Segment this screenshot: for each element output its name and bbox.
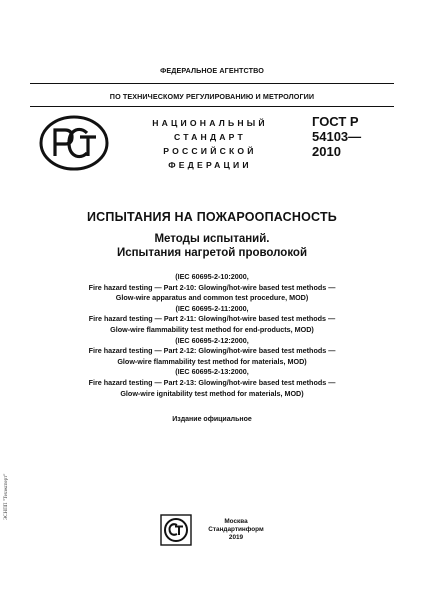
iec-line: (IEC 60695-2-13:2000, — [175, 367, 249, 377]
gost-number — [312, 114, 402, 159]
rst-emblem-logo — [38, 114, 110, 172]
iec-line: Glow-wire ignitability test method for materials, MOD) — [120, 388, 304, 398]
standard-line-2: СТАНДАРТ — [174, 132, 246, 142]
gost-line-1: ГОСТ Р — [312, 114, 359, 129]
standard-type-block — [140, 116, 280, 172]
iec-references — [20, 272, 404, 399]
document-subtitle — [0, 232, 424, 260]
iec-line: Fire hazard testing — Part 2-13: Glowing/hot-wire based test methods — — [88, 377, 336, 387]
iec-line: Fire hazard testing — Part 2-10: Glowing/hot-wire based test methods — — [88, 282, 336, 292]
iec-line: (IEC 60695-2-10:2000, — [175, 272, 249, 281]
edition-label: Издание официальное — [172, 416, 252, 423]
iec-line: Glow-wire flammability test method for materials, MOD) — [117, 356, 307, 366]
agency-line-2: ПО ТЕХНИЧЕСКОМУ РЕГУЛИРОВАНИЮ И МЕТРОЛОГИИ — [109, 92, 315, 101]
standard-line-3: РОССИЙСКОЙ — [163, 146, 257, 156]
publisher-city: Москва — [224, 518, 248, 525]
gost-line-3: 2010 — [312, 144, 341, 159]
header-rule-1 — [30, 83, 394, 84]
iec-line: Fire hazard testing — Part 2-11: Glowing/hot-wire based test methods — — [88, 314, 336, 324]
publisher-info — [196, 518, 276, 543]
standard-line-4: ФЕДЕРАЦИИ — [168, 160, 252, 170]
iec-line: Glow-wire flammability test method for end-products, MOD) — [110, 324, 314, 334]
publisher-logo — [160, 514, 192, 546]
publisher-name: Стандартинформ — [208, 526, 264, 534]
agency-line-1: ФЕДЕРАЛЬНОЕ АГЕНТСТВО — [160, 66, 264, 75]
subtitle-line-2: Испытания нагретой проволокой — [116, 247, 308, 259]
document-title: ИСПЫТАНИЯ НА ПОЖАРООПАСНОСТЬ — [86, 210, 337, 224]
standard-line-1: НАЦИОНАЛЬНЫЙ — [152, 118, 268, 128]
iec-line: (IEC 60695-2-11:2000, — [175, 303, 249, 313]
iec-line: Glow-wire apparatus and common test procedure, MOD) — [115, 293, 309, 303]
iec-line: Fire hazard testing — Part 2-12: Glowing/hot-wire based test methods — — [88, 346, 336, 356]
header-rule-2 — [30, 106, 394, 107]
iec-line: (IEC 60695-2-12:2000, — [175, 335, 249, 345]
publisher-year: 2019 — [228, 534, 244, 542]
side-watermark-note: ЭСНПП "Техэксперт" — [4, 473, 9, 520]
subtitle-line-1: Методы испытаний. — [154, 233, 270, 245]
gost-line-2: 54103— — [312, 129, 362, 144]
